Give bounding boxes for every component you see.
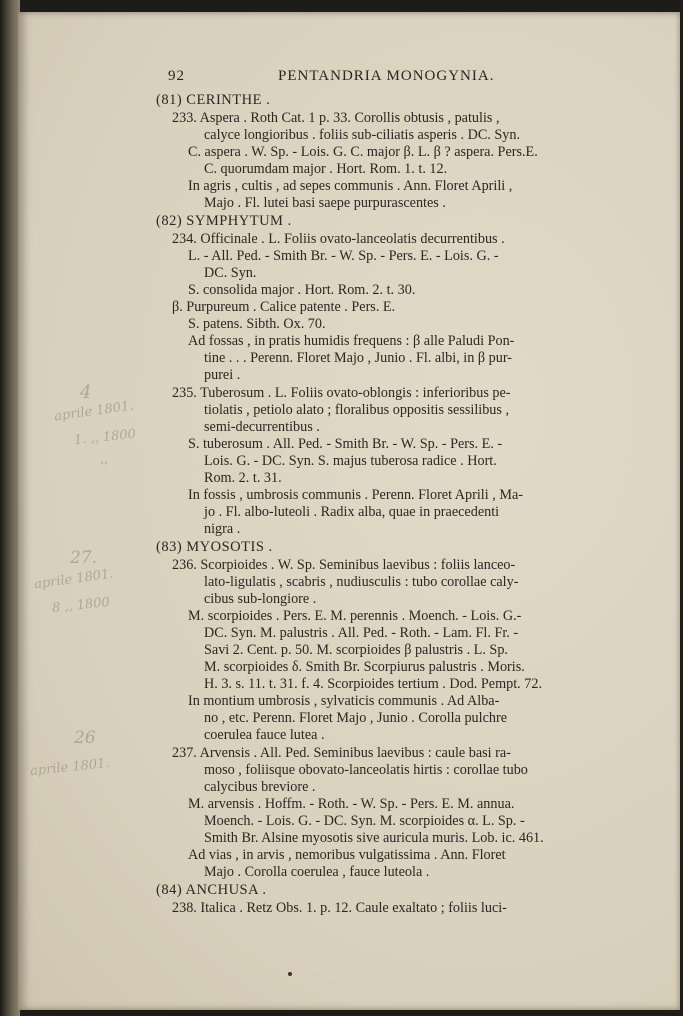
margin-note: 1. ,, 1800 [73,426,137,449]
text-line: Ad vias , in arvis , nemoribus vulgatissima . Ann. Floret [188,847,506,863]
text-line: S. consolida major . Hort. Rom. 2. t. 30. [188,282,416,298]
text-line: nigra . [204,521,241,537]
text-line: 237. Arvensis . All. Ped. Seminibus laevibus : caule basi ra- [172,745,511,761]
text-line: tiolatis , petiolo alato ; floralibus oppositis sessilibus , [204,402,510,418]
text-line: M. scorpioides δ. Smith Br. Scorpiurus palustris . Moris. [204,659,525,675]
text-line: Savi 2. Cent. p. 50. M. scorpioides β palustris . L. Sp. [204,642,508,658]
text-line: C. aspera . W. Sp. - Lois. G. C. major β. L. β ? aspera. Pers.E. [188,144,538,160]
book-binding [0,0,20,1016]
text-line: Smith Br. Alsine myosotis sive auricula muris. Lob. ic. 461. [204,830,544,846]
text-line: In fossis , umbrosis communis . Perenn. Floret Aprili , Ma- [188,487,523,503]
text-line: In agris , cultis , ad sepes communis . Ann. Floret Aprili , [188,178,513,194]
text-line: Ad fossas , in pratis humidis frequens : β alle Paludi Pon- [188,333,515,349]
text-line: DC. Syn. [204,265,257,281]
text-line: no , etc. Perenn. Floret Majo , Junio . Corolla pulchre [204,710,508,726]
page-number: 92 [168,68,185,84]
text-line: L. - All. Ped. - Smith Br. - W. Sp. - Pers. E. - Lois. G. - [188,248,499,264]
text-line: tine . . . Perenn. Floret Majo , Junio . Fl. albi, in β pur- [204,350,512,366]
text-line: Lois. G. - DC. Syn. S. majus tuberosa radice . Hort. [204,453,497,469]
text-line: semi-decurrentibus . [204,419,320,435]
text-line: jo . Fl. albo-luteoli . Radix alba, quae in praecedenti [204,504,500,520]
genus-heading: (83) MYOSOTIS . [156,539,273,555]
text-line: In montium umbrosis , sylvaticis communis . Ad Alba- [188,693,500,709]
text-line: M. scorpioides . Pers. E. M. perennis . Moench. - Lois. G.- [188,608,522,624]
genus-heading: (82) SYMPHYTUM . [156,213,292,229]
text-line: Moench. - Lois. G. - DC. Syn. M. scorpioides α. L. Sp. - [204,813,525,829]
book-page [18,12,680,1010]
text-line: 235. Tuberosum . L. Foliis ovato-oblongis : inferioribus pe- [172,385,511,401]
margin-note: aprile 1801. [53,398,135,425]
text-line: purei . [204,367,241,383]
text-line: calycibus breviore . [204,779,316,795]
text-line: Majo . Corolla coerulea , fauce luteola . [204,864,430,880]
text-line: Majo . Fl. lutei basi saepe purpurascentes . [204,195,446,211]
text-line: 236. Scorpioides . W. Sp. Seminibus laevibus : foliis lanceo- [172,557,516,573]
text-line: S. tuberosum . All. Ped. - Smith Br. - W. Sp. - Pers. E. - [188,436,503,452]
text-line: lato-ligulatis , scabris , nudiusculis : tubo corollae caly- [204,574,519,590]
genus-heading: (81) CERINTHE . [156,92,271,108]
text-line: 233. Aspera . Roth Cat. 1 p. 33. Corollis obtusis , patulis , [172,110,500,126]
margin-note: 8 ,, 1800 [51,595,111,616]
text-line: M. arvensis . Hoffm. - Roth. - W. Sp. - Pers. E. M. annua. [188,796,515,812]
text-line: H. 3. s. 11. t. 31. f. 4. Scorpioides tertium . Dod. Pempt. 72. [204,676,542,692]
margin-note: 26 [74,728,96,748]
text-line: S. patens. Sibth. Ox. 70. [188,316,326,332]
text-line: moso , foliisque obovato-lanceolatis hirtis : corollae tubo [204,762,528,778]
text-line: calyce longioribus . foliis sub-ciliatis asperis . DC. Syn. [204,127,521,143]
text-line: coerulea fauce lutea . [204,727,325,743]
text-line: DC. Syn. M. palustris . All. Ped. - Roth. - Lam. Fl. Fr. - [204,625,519,641]
margin-note: 4 [80,382,92,403]
margin-note: ,, [100,452,109,467]
margin-note: aprile 1801. [33,566,115,593]
genus-heading: (84) ANCHUSA . [156,882,267,898]
text-line: cibus sub-longiore . [204,591,317,607]
text-line: Rom. 2. t. 31. [204,470,282,486]
text-body [18,12,680,1010]
text-line: C. quorumdam major . Hort. Rom. 1. t. 12. [204,161,448,177]
margin-note: aprile 1801. [29,755,111,780]
text-line: 238. Italica . Retz Obs. 1. p. 12. Caule exaltato ; foliis luci- [172,900,507,916]
running-head: PENTANDRIA MONOGYNIA. [278,68,495,84]
text-line: 234. Officinale . L. Foliis ovato-lanceolatis decurrentibus . [172,231,505,247]
margin-note: 27. [70,548,98,568]
text-line: β. Purpureum . Calice patente . Pers. E. [172,299,396,315]
ink-speck [288,972,292,976]
